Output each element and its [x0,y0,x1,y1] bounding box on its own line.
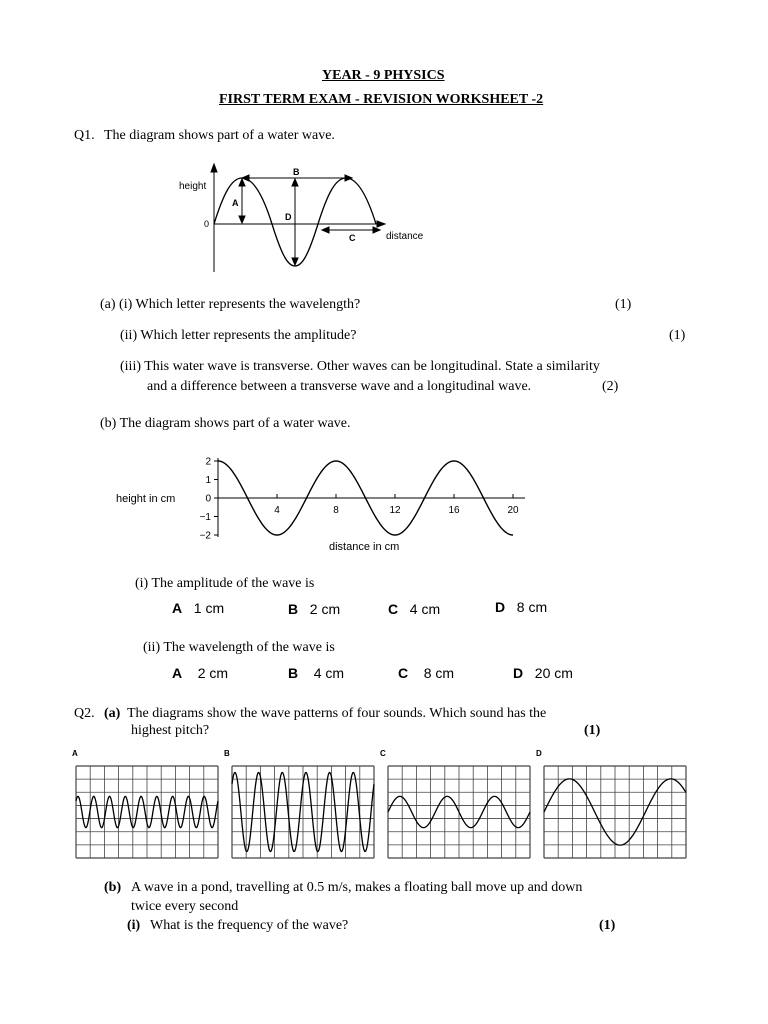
q1-a-ii-marks: (1) [669,328,686,343]
chart-x-tick-label: 8 [333,505,339,516]
q1-a-i-marks: (1) [615,297,632,312]
q1-b-intro: (b) The diagram shows part of a water wave. [100,416,351,431]
q1-a-iii-line1: (iii) This water wave is transverse. Other waves can be longitudinal. State a similarity [120,359,600,374]
q1-a-i-text: (a) (i) Which letter represents the wavelength? [100,297,361,312]
q1-b-i-option-b[interactable] [288,601,340,617]
q2-a-text2: highest pitch? [131,723,210,738]
option-value: 4 cm [313,665,345,681]
sound-panel-label: A [72,749,78,758]
chart-ylabel: height in cm [116,493,176,505]
q2-a-text: The diagrams show the wave patterns of four sounds. Which sound has the [127,706,547,721]
q2-b-i-label: (i) [127,918,141,933]
chart-x-tick-label: 16 [448,505,460,516]
q1-a-ii-text: (ii) Which letter represents the amplitude? [120,328,357,343]
chart-x-tick-label: 20 [507,505,519,516]
d1-letter-c: C [349,233,356,243]
q2-b-i-text: What is the frequency of the wave? [150,918,349,933]
chart-x-tick-label: 12 [389,505,401,516]
option-letter: C [398,665,409,681]
chart-x-tick-label: 4 [274,505,280,516]
q1-b-ii-option-b[interactable] [288,665,344,681]
worksheet-subtitle: FIRST TERM EXAM - REVISION WORKSHEET -2 [219,92,544,107]
q2-b-i-marks: (1) [599,918,616,933]
water-wave-diagram-1 [176,162,436,282]
option-value: 1 cm [193,600,225,616]
chart-y-tick-label: 1 [205,475,211,486]
q1-b-ii-text: (ii) The wavelength of the wave is [143,640,335,655]
sound-panel-c [380,749,530,858]
q2-a-marks: (1) [584,723,601,738]
q1-b-i-option-c[interactable] [388,601,440,617]
chart-y-tick-label: 2 [205,456,211,468]
chart-xlabel: distance in cm [329,541,400,553]
d1-letter-a: A [232,198,239,208]
q2-b-line1: A wave in a pond, travelling at 0.5 m/s, makes a floating ball move up and down [131,880,583,895]
chart-y-tick-label: −1 [199,512,211,523]
q1-a-iii-marks: (2) [602,379,619,394]
q1-label: Q1. [74,128,95,143]
option-value: 20 cm [534,665,573,681]
option-value: 4 cm [409,601,441,617]
q1-b-ii-option-c[interactable] [398,665,454,681]
sound-panel-a [72,749,218,858]
d1-x-arrowhead [377,221,385,227]
option-value: 8 cm [423,665,455,681]
d1-letter-b: B [293,167,300,177]
option-letter: C [388,601,399,617]
q2-a-label: (a) [104,706,121,721]
d1-y-arrowhead [211,164,217,172]
option-letter: B [288,665,299,681]
q1-a-iii-line2: and a difference between a transverse wave and a longitudinal wave. [147,379,532,394]
sound-wave-panels [74,744,694,859]
option-letter: A [172,665,183,681]
option-letter: D [495,599,506,615]
q1-intro: The diagram shows part of a water wave. [104,128,335,143]
chart-y-tick-label: −2 [199,530,211,542]
q1-b-i-option-d[interactable] [495,599,547,615]
d1-zero-label: 0 [204,219,210,229]
d1-xlabel: distance [386,231,424,242]
chart-y-tick-label: 0 [205,493,211,505]
sound-panel-label: C [380,749,386,758]
option-value: 8 cm [516,599,548,615]
q2-b-label: (b) [104,880,122,895]
q1-b-i-option-a[interactable] [172,600,224,616]
option-letter: D [513,665,524,681]
option-letter: B [288,601,299,617]
option-value: 2 cm [197,665,229,681]
sound-panel-d [536,749,686,858]
q1-b-ii-option-a[interactable] [172,665,228,681]
q1-b-i-text: (i) The amplitude of the wave is [135,576,315,591]
d1-letter-d: D [285,212,292,222]
sound-panel-b [224,749,374,858]
q2-b-line2: twice every second [131,899,239,914]
option-value: 2 cm [309,601,341,617]
sound-panel-label: B [224,749,230,758]
option-letter: A [172,600,183,616]
q1-b-ii-option-d[interactable] [513,665,573,681]
d1-ylabel: height [179,181,207,192]
worksheet-title: YEAR - 9 PHYSICS [322,68,445,83]
sound-panel-label: D [536,749,542,758]
q2-label: Q2. [74,706,95,721]
water-wave-chart [110,452,540,562]
